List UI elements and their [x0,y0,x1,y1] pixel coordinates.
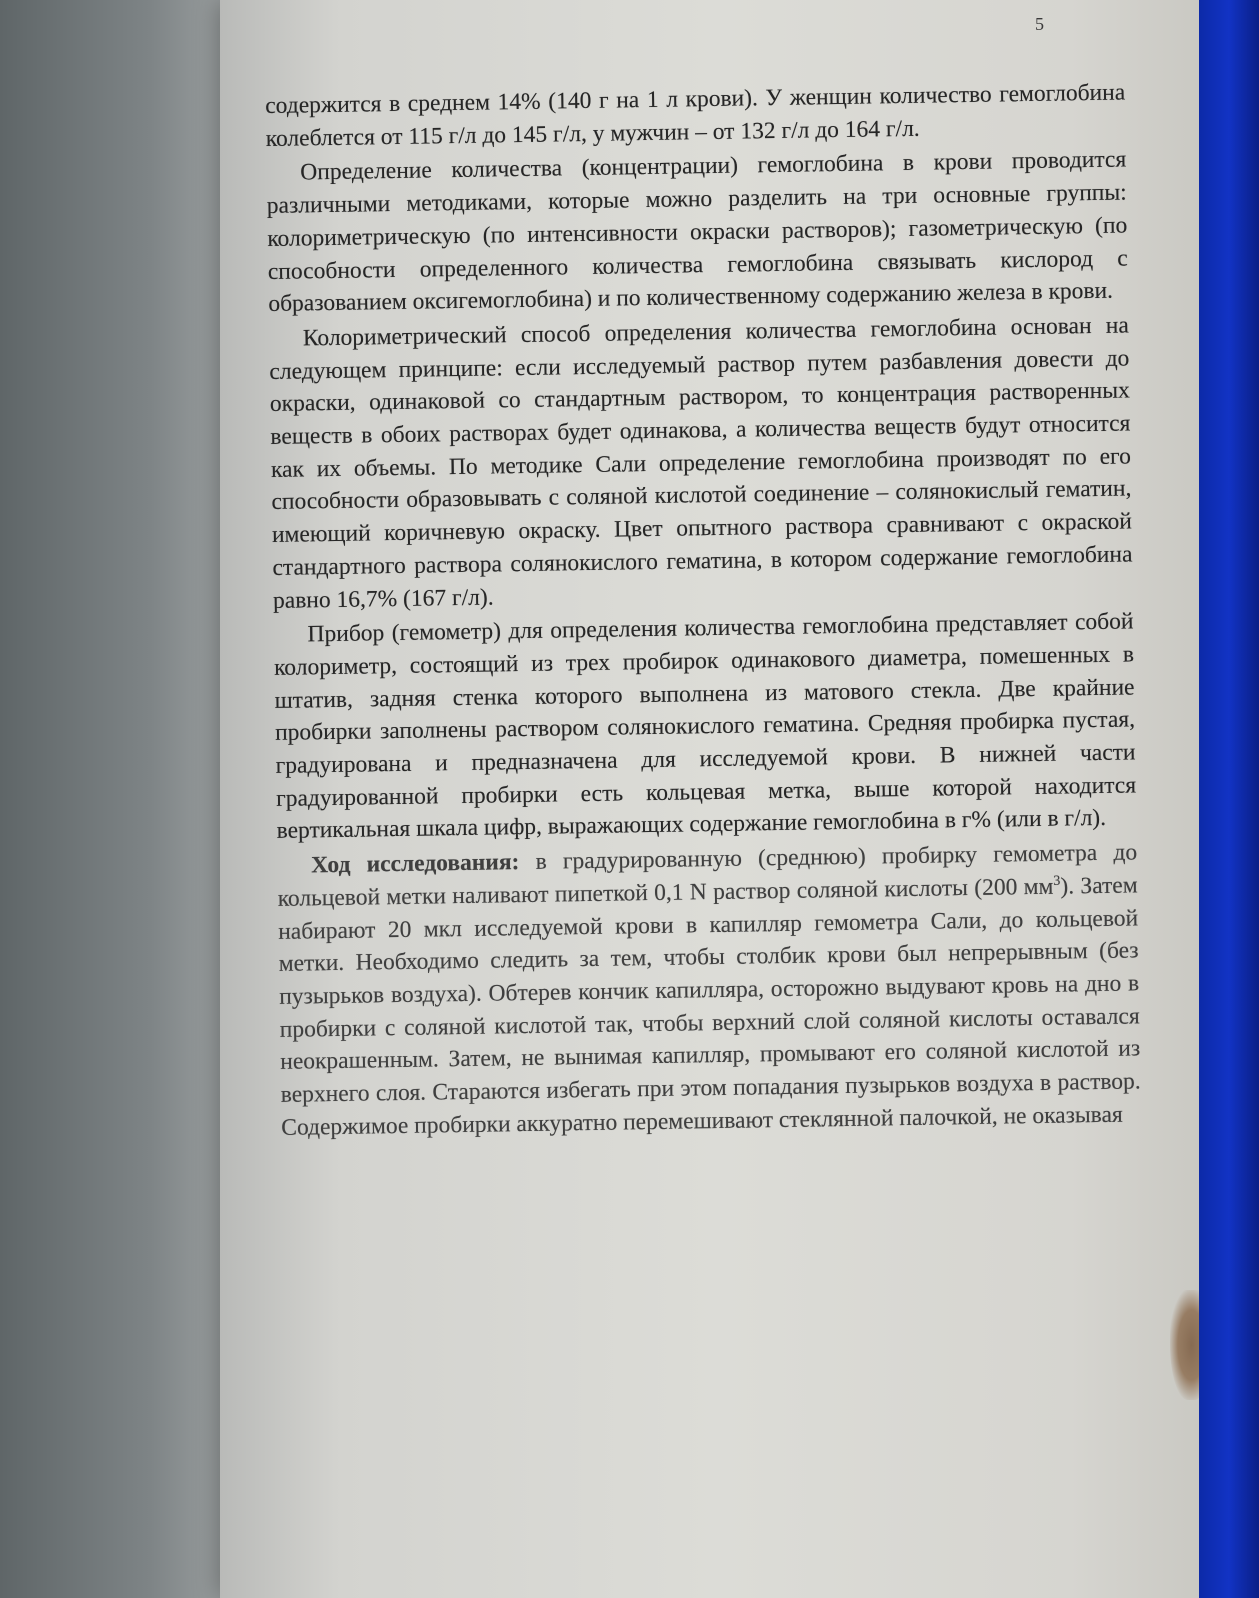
blue-folder-edge [1199,0,1259,1598]
paragraph-procedure [277,837,1142,1145]
document-page [220,0,1220,1598]
paragraph-methods: Определение количества (концентрации) гемоглобина в крови проводится различными методиками, которые можно разделить на три основные группы: колориметрическую (по интенсивности окраски растворов); газометрическую (по способности определенного количества гемоглобина связывать кислород с образованием оксигемоглобина) и по количественному содержанию железа в крови. [266,146,1128,318]
page-number: 5 [1035,14,1044,34]
procedure-text-rest: ). Затем набирают 20 мкл исследуемой крови в капилляр гемометра Сали, до кольцевой метки. Необходимо следить за тем, чтобы столбик крови был непрерывным (без пузырьков воздуха). Обтерев кончик капилляра, осторожно выдувают кровь на дно в пробирки с соляной кислотой так, чтобы верхний слой соляной кислоты оставался неокрашенным. Затем, не вынимая капилляр, промывают его соляной кислотой из верхнего слоя. Стараются избегать при этом попадания пузырьков воздуха в раствор. Содержимое пробирки аккуратно перемешивают стеклянной палочкой, не оказывая [278,872,1141,1141]
paragraph-hemoglobin-norms: содержится в среднем 14% (140 г на 1 л крови). У женщин количество гемоглобина колеблется от 115 г/л до 145 г/л, у мужчин – от 132 г/л до 164 г/л. [265,79,1126,152]
paragraph-hemometer: Прибор (гемометр) для определения количества гемоглобина представляет собой колориметр, состоящий из трех пробирок одинакового диаметра, помешенных в штатив, задняя стенка которого выполнена из матового стекла. Две крайние пробирки заполнены раствором солянокислого гематина. Средняя пробирка пустая, градуирована и предназначена для исследуемой крови. В нижней части градуированной пробирки есть кольцевая метка, выше которой находится вертикальная шкала цифр, выражающих содержание гемоглобина в г% (или в г/л). [273,608,1137,845]
procedure-text-start: в градурированную (среднюю) пробирку гемометра до кольцевой метки наливают пипеткой 0,1 N раствор соляной кислоты (200 мм [277,839,1138,912]
procedure-heading: Ход исследования: [310,849,520,879]
superscript-3: 3 [1053,873,1061,889]
left-shadow [0,0,250,1598]
paragraph-colorimetric: Колориметрический способ определения количества гемоглобина основан на следующем принципе: если исследуемый раствор путем разбавления довести до окраски, одинаковой со стандартным раствором, то концентрация растворенных веществ в обоих растворах будет одинакова, а количества веществ будут относится как их объемы. По методике Сали определение гемоглобина производят по его способности образовывать с соляной кислотой соединение – солянокислый гематин, имеющий коричневую окраску. Цвет опытного раствора сравнивают с окраской стандартного раствора солянокислого гематина, в котором содержание гемоглобина равно 16,7% (167 г/л). [269,312,1133,614]
body-text [265,76,1141,1146]
